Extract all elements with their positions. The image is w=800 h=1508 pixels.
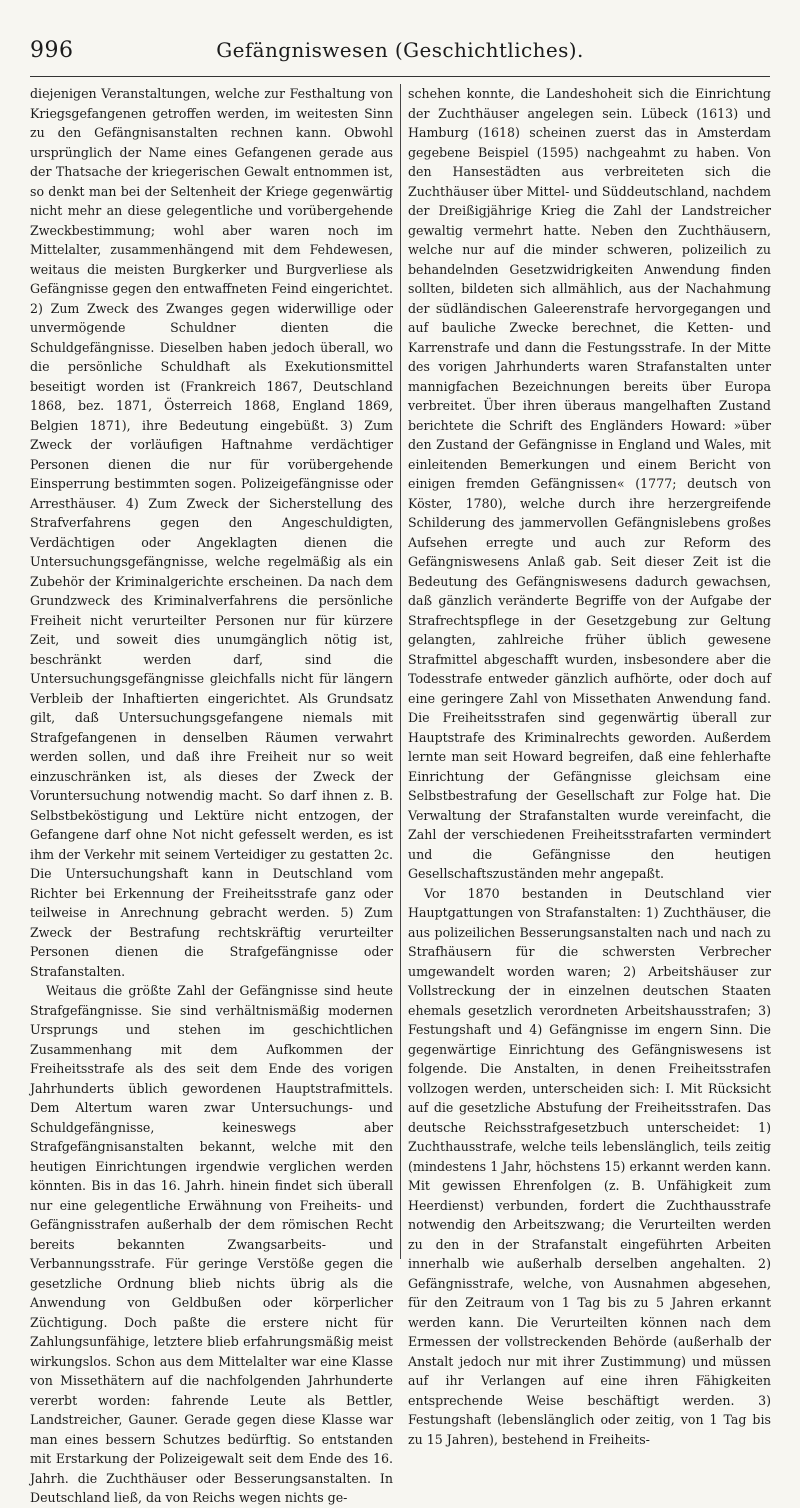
running-title: Gefängniswesen (Geschichtliches). [216, 38, 584, 62]
header-rule [30, 76, 770, 77]
text-columns [30, 84, 771, 1505]
page-number: 996 [30, 38, 74, 63]
page-header [30, 38, 770, 78]
paragraph: diejenigen Veranstaltungen, welche zur Festhaltung von Kriegsgefangenen getroffen werden, im weitesten Sinn zu den Gefängnisanstalten rechnen kann. Obwohl ursprünglich der Name eines Gefangenen gerade aus der Thatsache der kriegerischen Gewalt entnommen ist, so denkt man bei der Seltenheit der Kriege gegenwärtig nicht mehr an diese gelegentliche und vorübergehende Zweckbestimmung; wohl aber waren noch im Mittelalter, zusammenhängend mit dem Fehdewesen, weitaus die meisten Burgkerker und Burgverliese als Gefängnisse gegen den entwaffneten Feind eingerichtet. 2) Zum Zweck des Zwanges gegen widerwillige oder unvermögende Schuldner dienten die Schuldgefängnisse. Dieselben haben jedoch überall, wo die persönliche Schuldhaft als Exekutionsmittel beseitigt worden ist (Frankreich 1867, Deutschland 1868, bez. 1871, Österreich 1868, England 1869, Belgien 1871), ihre Bedeutung eingebüßt. 3) Zum Zweck der vorläufigen Haftnahme verdächtiger Personen dienen die nur für vorübergehende Einsperrung bestimmten sogen. Polizeigefängnisse oder Arresthäuser. 4) Zum Zweck der Sicherstellung des Strafverfahrens gegen den Angeschuldigten, Verdächtigen oder Angeklagten dienen die Untersuchungsgefängnisse, welche regelmäßig als ein Zubehör der Kriminalgerichte erscheinen. Da nach dem Grundzweck des Kriminalverfahrens die persönliche Freiheit nicht verurteilter Personen nur für kürzere Zeit, und soweit dies unumgänglich nötig ist, beschränkt werden darf, sind die Untersuchungsgefängnisse gleichfalls nicht für längern Verbleib der Inhaftierten eingerichtet. Als Grundsatz gilt, daß Untersuchungsgefangene niemals mit Strafgefangenen in denselben Räumen verwahrt werden sollen, und daß ihre Freiheit nur so weit einzuschränken ist, als dieses der Zweck der Voruntersuchung notwendig macht. So darf ihnen z. B. Selbstbeköstigung und Lektüre nicht entzogen, der Gefangene darf ohne Not nicht gefesselt werden, es ist ihm der Verkehr mit seinem Verteidiger zu gestatten 2c. Die Untersuchungshaft kann in Deutschland vom Richter bei Erkennung der Freiheitsstrafe ganz oder teilweise in Anrechnung gebracht werden. 5) Zum Zweck der Bestrafung rechtskräftig verurteilter Personen dienen die Strafgefängnisse oder Strafanstalten. [30, 86, 393, 979]
right-column [408, 84, 771, 1447]
paragraph: schehen konnte, die Landeshoheit sich die Einrichtung der Zuchthäuser angelegen sein. Lübeck (1613) und Hamburg (1618) scheinen zuerst das in Amsterdam gegebene Beispiel (1595) nachgeahmt zu haben. Von den Hansestädten aus verbreiteten sich die Zuchthäuser über Mittel- und Süddeutschland, nachdem der Dreißigjährige Krieg die Zahl der Landstreicher gewaltig vermehrt hatte. Neben den Zuchthäusern, welche nur auf die minder schweren, polizeilich zu behandelnden Gesetzwidrigkeiten Anwendung finden sollten, bildeten sich allmählich, aus der Nachahmung der südländischen Galeerenstrafe hervorgegangen und auf bauliche Zwecke berechnet, die Ketten- und Karrenstrafe und dann die Festungsstrafe. In der Mitte des vorigen Jahrhunderts waren Strafanstalten unter mannigfachen Bezeichnungen bereits über Europa verbreitet. Über ihren überaus mangelhaften Zustand berichtete die Schrift des Engländers Howard: »über den Zustand der Gefängnisse in England und Wales, mit einleitenden Bemerkungen und einem Bericht von einigen fremden Gefängnissen« (1777; deutsch von Köster, 1780), welche durch ihre herzergreifende Schilderung des jammervollen Gefängnislebens großes Aufsehen erregte und auch zur Reform des Gefängniswesens Anlaß gab. Seit dieser Zeit ist die Bedeutung des Gefängniswesens dadurch gewachsen, daß gänzlich veränderte Begriffe von der Aufgabe der Strafrechtspflege in der Gesetzgebung zur Geltung gelangten, zahlreiche früher üblich gewesene Strafmittel abgeschafft wurden, insbesondere aber die Todesstrafe entweder gänzlich aufhörte, oder doch auf eine geringere Zahl von Missethaten Anwendung fand. Die Freiheitsstrafen sind gegenwärtig überall zur Hauptstrafe des Kriminalrechts geworden. Außerdem lernte man seit Howard begreifen, daß eine fehlerhafte Einrichtung der Gefängnisse gleichsam eine Selbstbestrafung der Gesellschaft zur Folge hat. Die Verwaltung der Strafanstalten wurde vereinfacht, die Zahl der verschiedenen Freiheitsstrafarten vermindert und die Gefängnisse den heutigen Gesellschaftszuständen mehr angepaßt. [408, 86, 771, 881]
column-divider [400, 84, 401, 1259]
left-column [30, 84, 393, 1505]
paragraph: Vor 1870 bestanden in Deutschland vier Hauptgattungen von Strafanstalten: 1) Zuchthäuser, die aus polizeilichen Besserungsanstalten nach und nach zu Strafhäusern für die schwersten Verbrecher umgewandelt worden waren; 2) Arbeitshäuser zur Vollstreckung der in einzelnen deutschen Staaten ehemals gesetzlich verordneten Arbeitshausstrafen; 3) Festungshaft und 4) Gefängnisse im engern Sinn. Die gegenwärtige Einrichtung des Gefängniswesens ist folgende. Die Anstalten, in denen Freiheitsstrafen vollzogen werden, unterscheiden sich: I. Mit Rücksicht auf die gesetzliche Abstufung der Freiheitsstrafen. Das deutsche Reichsstrafgesetzbuch unterscheidet: 1) Zuchthausstrafe, welche teils lebenslänglich, teils zeitig (mindestens 1 Jahr, höchstens 15) erkannt werden kann. Mit gewissen Ehrenfolgen (z. B. Unfähigkeit zum Heerdienst) verbunden, fordert die Zuchthausstrafe notwendig den Arbeitszwang; die Verurteilten werden zu den in der Strafanstalt eingeführten Arbeiten innerhalb wie außerhalb derselben angehalten. 2) Gefängnisstrafe, welche, von Ausnahmen abgesehen, für den Zeitraum von 1 Tag bis zu 5 Jahren erkannt werden kann. Die Verurteilten können nach dem Ermessen der vollstreckenden Behörde (außerhalb der Anstalt jedoch nur mit ihrer Zustimmung) und müssen auf ihr Verlangen auf eine ihren Fähigkeiten entsprechende Weise beschäftigt werden. 3) Festungshaft (lebenslänglich oder zeitig, von 1 Tag bis zu 15 Jahren), bestehend in Freiheits- [408, 885, 771, 1447]
paragraph: Weitaus die größte Zahl der Gefängnisse sind heute Strafgefängnisse. Sie sind verhältnismäßig modernen Ursprungs und stehen im geschichtlichen Zusammenhang mit dem Aufkommen der Freiheitsstrafe als des seit dem Ende des vorigen Jahrhunderts üblich gewordenen Hauptstrafmittels. Dem Altertum waren zwar Untersuchungs- und Schuldgefängnisse, keineswegs aber Strafgefängnisanstalten bekannt, welche mit den heutigen Einrichtungen irgendwie verglichen werden könnten. Bis in das 16. Jahrh. hinein findet sich überall nur eine gelegentliche Erwähnung von Freiheits- und Gefängnisstrafen außerhalb der dem römischen Recht bereits bekannten Zwangsarbeits- und Verbannungsstrafe. Für geringe Verstöße gegen die gesetzliche Ordnung blieb nichts übrig als die Anwendung von Geldbußen oder körperlicher Züchtigung. Doch paßte die erstere nicht für Zahlungsunfähige, letztere blieb erfahrungsmäßig meist wirkungslos. Schon aus dem Mittelalter war eine Klasse von Missethätern auf die nachfolgenden Jahrhunderte vererbt worden: fahrende Leute als Bettler, Landstreicher, Gauner. Gerade gegen diese Klasse war man eines bessern Schutzes bedürftig. So entstanden mit Erstarkung der Polizeigewalt seit dem Ende des 16. Jahrh. die Zuchthäuser oder Besserungsanstalten. In Deutschland ließ, da von Reichs wegen nichts ge- [30, 983, 393, 1505]
